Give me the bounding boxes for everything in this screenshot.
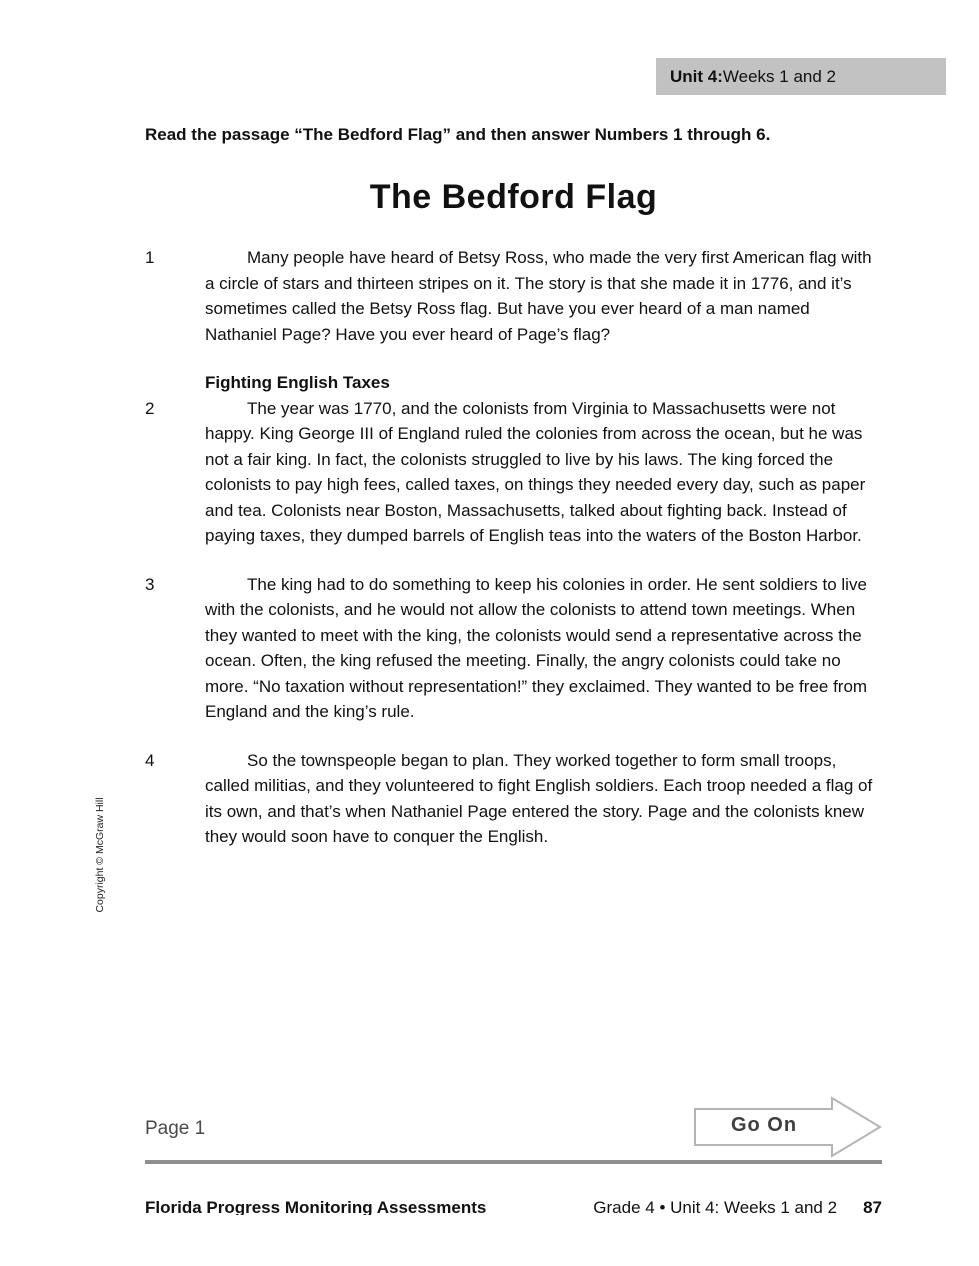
- unit-label: Unit 4:: [670, 66, 723, 86]
- section-heading-row: [145, 370, 882, 396]
- paragraph-number: 4: [145, 750, 155, 770]
- paragraph-1: [145, 245, 882, 347]
- paragraph-4: [145, 748, 882, 850]
- copyright-notice: Copyright © McGraw Hill: [94, 797, 106, 913]
- paragraph-number: 2: [145, 398, 155, 418]
- paragraph-text: The year was 1770, and the colonists from Virginia to Massachusetts were not happy. King George III of England ruled the colonies from across the ocean, but he was not a fair king. In fact, the colonists struggled to live by his laws. The king forced the colonists to pay high fees, called taxes, on things they needed every day, such as paper and tea. Colonists near Boston, Massachusetts, talked about fighting back. Instead of paying taxes, they dumped barrels of English teas into the waters of the Boston Harbor.: [205, 398, 866, 546]
- go-on-button[interactable]: [694, 1096, 882, 1158]
- paragraph-text: Many people have heard of Betsy Ross, who made the very first American flag with a circle of stars and thirteen stripes on it. The story is that she made it in 1776, and it’s sometimes called the Betsy Ross flag. But have you ever heard of a man named Nathaniel Page? Have you ever heard of Page’s flag?: [205, 248, 872, 344]
- passage-title: The Bedford Flag: [369, 178, 658, 217]
- grade-info: Grade 4 • Unit 4: Weeks 1 and 2: [593, 1198, 838, 1215]
- instructions-text: Read the passage “The Bedford Flag” and then answer Numbers 1 through 6.: [145, 125, 771, 144]
- paragraph-2: [145, 396, 882, 549]
- go-on-label: Go On: [730, 1114, 798, 1136]
- paragraph-3: [145, 572, 882, 725]
- unit-banner: [656, 58, 946, 95]
- section-heading: Fighting English Taxes: [205, 373, 390, 393]
- paragraph-text: So the townspeople began to plan. They worked together to form small troops, called militias, and they volunteered to fight English soldiers. Each troop needed a flag of its own, and that’s when Nathaniel Page entered the story. Page and the colonists knew they would soon have to conquer the English.: [205, 750, 873, 847]
- book-title: Florida Progress Monitoring Assessments: [145, 1198, 487, 1215]
- page-number: 87: [863, 1198, 882, 1215]
- page-label: Page 1: [145, 1118, 206, 1139]
- paragraph-text: The king had to do something to keep his colonies in order. He sent soldiers to live with the colonists, and he would not allow the colonists to attend town meetings. When they wanted to meet with the king, the colonists would send a representative across the ocean. Often, the king refused the meeting. Finally, the angry colonists could take no more. “No taxation without representation!” they exclaimed. They wanted to be free from England and the king’s rule.: [205, 574, 868, 722]
- passage-content: [145, 122, 882, 873]
- paragraph-number: 3: [145, 574, 155, 594]
- weeks-label: Weeks 1 and 2: [722, 66, 836, 86]
- footer: [145, 1198, 882, 1215]
- paragraph-number: 1: [145, 248, 155, 268]
- footer-divider: [145, 1160, 882, 1164]
